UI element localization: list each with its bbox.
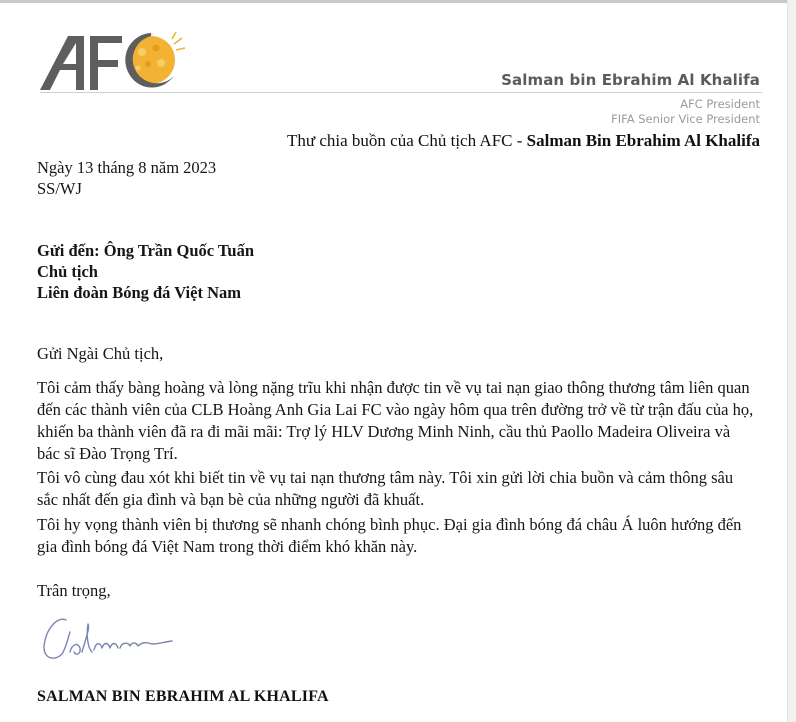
body-paragraph-2: Tôi vô cùng đau xót khi biết tin về vụ tai nạn thương tâm này. Tôi xin gửi lời chia buồn và cảm thông sâu sắc nhất đến gia đình và bạn bè của những người đã khuất.	[37, 468, 734, 509]
body-paragraph-1: Tôi cảm thấy bàng hoàng và lòng nặng trĩu khi nhận được tin về vụ tai nạn giao thông thương tâm liên quan đến các thành viên của CLB Hoàng Anh Gia Lai FC vào ngày hôm qua trên đường trở về từ trận đấu của họ, khiến ba thành viên đã ra đi mãi mãi: Trợ lý HLV Dương Minh Ninh, cầu thủ Paollo Madeira Oliveira và bác sĩ Đào Trọng Trí.	[37, 378, 754, 463]
handwritten-signature-icon	[36, 608, 196, 668]
letterhead-role-fifa: FIFA Senior Vice President	[611, 112, 760, 126]
salutation: Gửi Ngài Chủ tịch,	[37, 344, 164, 363]
letter-title	[287, 131, 760, 151]
afc-globe-logo-icon	[38, 30, 188, 92]
recipient-name: Gửi đến: Ông Trần Quốc Tuấn	[37, 241, 254, 260]
recipient-title: Chủ tịch	[37, 262, 98, 281]
letter-title-name: Salman Bin Ebrahim Al Khalifa	[526, 131, 760, 150]
body-paragraph-3: Tôi hy vọng thành viên bị thương sẽ nhanh chóng bình phục. Đại gia đình bóng đá châu Á luôn hướng đến gia đình bóng đá Việt Nam trong thời điểm khó khăn này.	[37, 515, 742, 556]
signatory-name: SALMAN BIN EBRAHIM AL KHALIFA	[37, 688, 329, 705]
letterhead-role-afc: AFC President	[680, 97, 760, 111]
recipient-organization: Liên đoàn Bóng đá Việt Nam	[37, 283, 241, 302]
letterhead-rule	[40, 92, 762, 93]
top-border	[0, 0, 796, 3]
letter-reference: SS/WJ	[37, 179, 82, 198]
letter-date: Ngày 13 tháng 8 năm 2023	[37, 158, 217, 177]
page-edge	[787, 0, 796, 722]
closing: Trân trọng,	[37, 581, 111, 600]
letter-title-prefix: Thư chia buồn của Chủ tịch AFC -	[287, 131, 527, 150]
letterhead-sender-name: Salman bin Ebrahim Al Khalifa	[501, 71, 760, 89]
